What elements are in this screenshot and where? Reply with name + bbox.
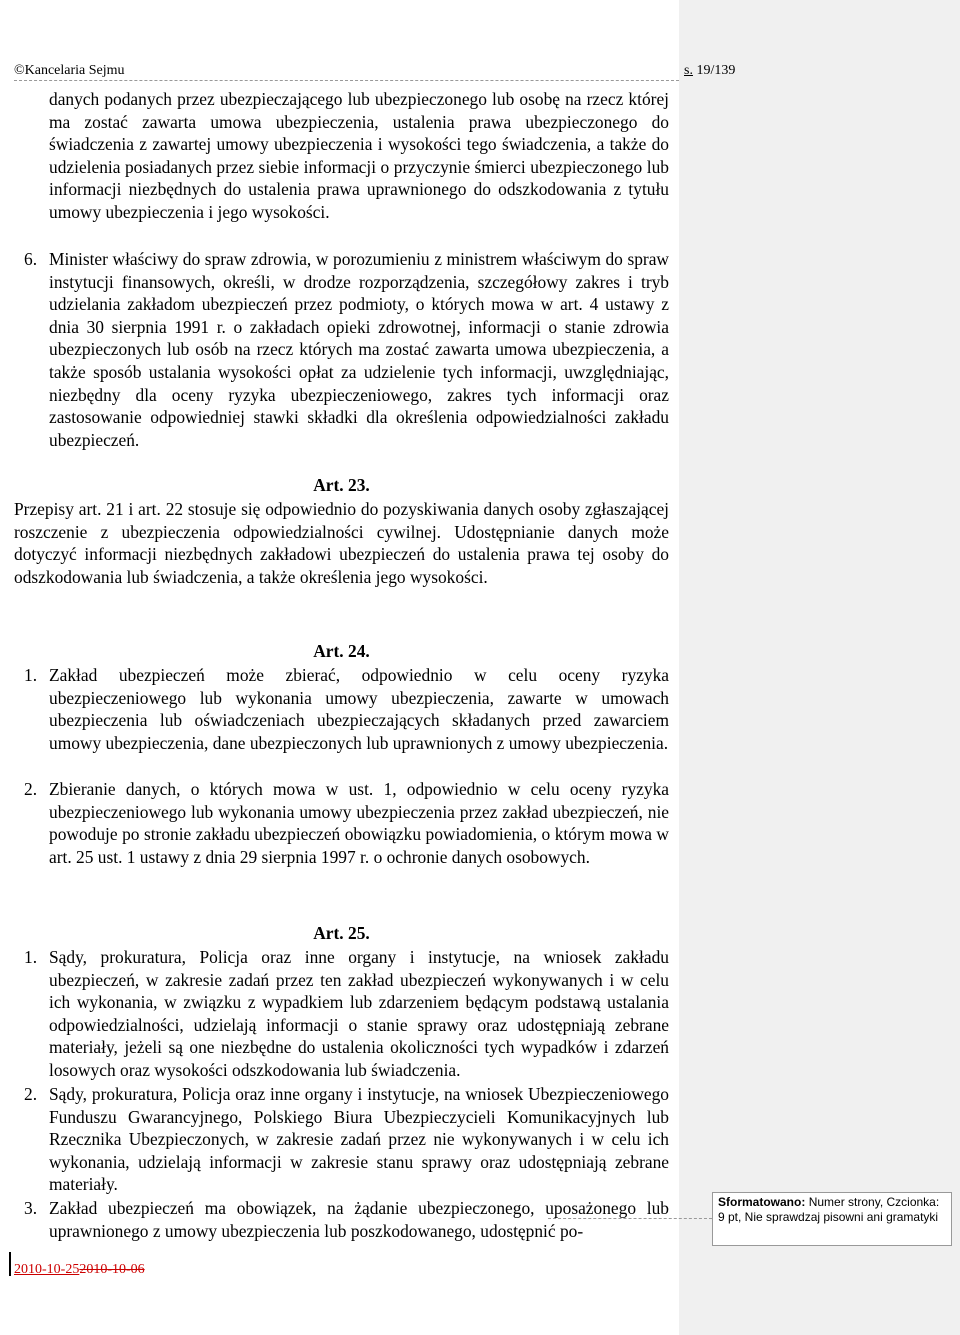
paragraph-6: Minister właściwy do spraw zdrowia, w porozumieniu z ministrem właściwym do spraw instytucji finansowych, określi, w drodze rozporządzenia, szczegółowy zakres i tryb udzielania zakładom ubezpieczeń przez podmioty, o których mowa w art. 4 ustawy z dnia 30 sierpnia 1991 r. o zakładach opieki zdrowotnej, informacji o stanie zdrowia ubezpieczonych lub osób na rzecz których ma zostać zawarta umowa ubezpieczenia, a także sposób ustalania wysokości opłat za udzielenie tych informacji, uwzględniając, niezbędny dla oceny ryzyka ubezpieczeniowego, zakres tych informacji oraz zastosowanie odpowiedniej stawki składki dla określenia odpowiedzialności zakładu ubezpieczeń. xyxy=(49,249,669,450)
paragraph-continued: danych podanych przez ubezpieczającego lub ubezpieczonego lub osobę na rzecz której ma zostać zawarta umowa ubezpieczenia, ustalenia prawa ubezpieczonego do świadczenia z zawartej umowy ubezpieczenia i wysokości tego świadczenia, a także do udzielenia posiadanych przez siebie informacji o przyczynie śmierci ubezpieczonego lub informacji niezbędnych do ustalenia prawa uprawnionego do odszkodowania z tytułu umowy ubezpieczenia i jego wysokości. xyxy=(49,89,669,222)
article-25-3: Zakład ubezpieczeń ma obowiązek, na żądanie ubezpieczonego, uposażonego lub uprawnionego z umowy ubezpieczenia lub poszkodowanego, udostępnić po- xyxy=(49,1198,669,1241)
change-bar xyxy=(9,1252,11,1276)
header-publisher: ©Kancelaria Sejmu xyxy=(14,63,125,78)
article-25-1-number: 1. xyxy=(24,947,38,967)
comment-label: Sformatowano: xyxy=(718,1195,806,1209)
footer-inserted-date: 2010-10-25 xyxy=(14,1262,80,1277)
comment-margin xyxy=(679,0,960,1335)
formatting-comment[interactable] xyxy=(712,1192,952,1246)
article-25-2: Sądy, prokuratura, Policja oraz inne organy i instytucje, na wniosek Ubezpieczeniowego Funduszu Gwarancyjnego, Polskiego Biura Ubezpieczycieli Komunikacyjnych lub Rzecznika Ubezpieczonych, w zakresie zadań przez nie wykonywanych i w celu ich wykonania, udzielają informacji w zakresie stanu sprawy oraz udostępniają zebrane materiały. xyxy=(49,1084,669,1195)
article-23-title: Art. 23. xyxy=(313,475,370,495)
article-25-2-number: 2. xyxy=(24,1084,38,1104)
article-25-1: Sądy, prokuratura, Policja oraz inne organy i instytucje, na wniosek zakładu ubezpieczeń, w zakresie zadań przez ten zakład ubezpieczeń wykonywanych i w celu ich wykonania, w związku z wypadkiem lub zdarzeniem będącym podstawą ustalania odpowiedzialności, udzielają informacji o stanie sprawy oraz udostępniają zebrane materiały, jeżeli są one niezbędne do ustalenia okoliczności tych wypadków i zdarzeń losowych oraz wysokości odszkodowania lub świadczenia. xyxy=(49,947,669,1080)
article-23-text: Przepisy art. 21 i art. 22 stosuje się odpowiednio do pozyskiwania danych osoby zgłaszającej roszczenie z ubezpieczenia odpowiedzialności cywilnej. Udostępnianie danych może dotyczyć informacji niezbędnych zakładowi ubezpieczeń do ustalenia prawa tej osoby do odszkodowania lub świadczenia, a także określenia jego wysokości. xyxy=(14,499,669,587)
page-number: 19/139 xyxy=(696,63,736,78)
header-page-number xyxy=(684,62,748,80)
comment-leader-line xyxy=(548,1218,712,1219)
article-24-2: Zbieranie danych, o których mowa w ust. 1, odpowiednio w celu oceny ryzyka ubezpieczeniowego lub wykonania umowy ubezpieczenia przez zakład ubezpieczeń, nie powoduje po stronie zakładu ubezpieczeń obowiązku powiadomienia, o którym mowa w art. 25 ust. 1 ustawy z dnia 29 sierpnia 1997 r. o ochronie danych osobowych. xyxy=(49,779,669,867)
comment-text: Numer strony, Czcionka: 9 pt, Nie sprawdzaj pisowni ani gramatyki xyxy=(718,1195,940,1224)
page-header xyxy=(14,62,734,82)
footer-deleted-date: 2010-10-06 xyxy=(79,1262,145,1277)
header-rule xyxy=(14,80,679,81)
article-25-3-number: 3. xyxy=(24,1198,38,1218)
page-prefix: s. xyxy=(684,63,693,78)
article-24-2-number: 2. xyxy=(24,779,38,799)
page-footer xyxy=(14,1261,145,1279)
article-24-1-number: 1. xyxy=(24,665,38,685)
article-25-title: Art. 25. xyxy=(313,923,370,943)
article-24-title: Art. 24. xyxy=(313,641,370,661)
paragraph-6-number: 6. xyxy=(24,249,38,269)
article-24-1: Zakład ubezpieczeń może zbierać, odpowiednio w celu oceny ryzyka ubezpieczeniowego lub wykonania umowy ubezpieczenia, zawarte w umowach ubezpieczenia lub oświadczeniach ubezpieczających składanych przed zawarciem umowy ubezpieczenia, dane ubezpieczonych lub uprawnionych z umowy ubezpieczenia. xyxy=(49,665,669,753)
